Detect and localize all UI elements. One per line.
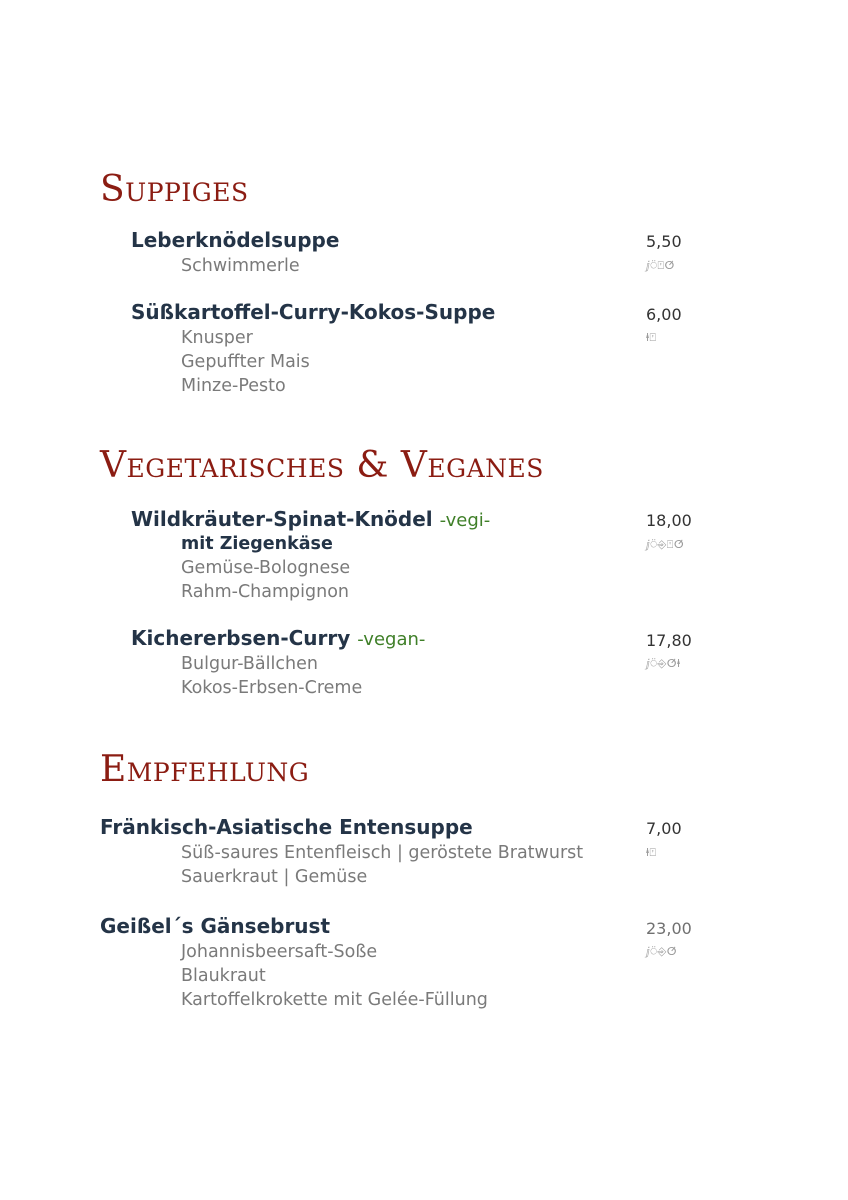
dish-description-line: Schwimmerle [181, 256, 300, 276]
dish-name-line [131, 507, 490, 532]
dish-description-line: Minze-Pesto [181, 376, 286, 396]
diet-tag: -vegi- [439, 510, 491, 531]
dish-description-line: Johannisbeersaft-Soße [181, 942, 378, 962]
dish-description-line: Kokos-Erbsen-Creme [181, 678, 363, 698]
dish-price: 6,00 [646, 305, 682, 324]
dish-description-line: Knusper [181, 328, 253, 348]
dish-description-line: Gepuffter Mais [181, 352, 310, 372]
allergen-icons: ⱡ⍞ [646, 846, 657, 859]
dish-highlight-line: mit Ziegenkäse [181, 534, 333, 554]
dish-description-line: Süß-saures Entenfleisch | geröstete Bratwurst [181, 843, 584, 863]
dish-price: 18,00 [646, 511, 692, 530]
dish-description-line: Gemüse-Bolognese [181, 558, 351, 578]
dish-name: Süßkartoffel-Curry-Kokos-Suppe [131, 300, 496, 324]
section-title-vegetarisches-veganes: Vegetarisches & Veganes [100, 445, 544, 486]
dish-name: Leberknödelsuppe [131, 228, 340, 252]
section-title-suppiges: Suppiges [100, 169, 249, 210]
dish-price: 5,50 [646, 232, 682, 251]
section-title-empfehlung: Empfehlung [100, 749, 310, 790]
dish-name: Geißel´s Gänsebrust [100, 914, 331, 938]
allergen-icons: ⱡ⍞ [646, 331, 657, 344]
diet-tag: -vegan- [357, 629, 426, 650]
allergen-icons: ⅉ⍥⎆⍞ⵚ [646, 538, 685, 551]
dish-name: Wildkräuter-Spinat-Knödel [131, 507, 433, 531]
dish-name-line [131, 626, 425, 651]
dish-description-line: Rahm-Champignon [181, 582, 350, 602]
dish-price: 23,00 [646, 919, 692, 938]
dish-price: 17,80 [646, 631, 692, 650]
allergen-icons: ⅉ⍥⎆ⵚ [646, 945, 678, 958]
allergen-icons: ⅉ⍥⍞ⵚ [646, 259, 675, 272]
dish-name: Kichererbsen-Curry [131, 626, 351, 650]
dish-description-line: Bulgur-Bällchen [181, 654, 318, 674]
dish-price: 7,00 [646, 819, 682, 838]
dish-description-line: Sauerkraut | Gemüse [181, 867, 368, 887]
dish-name: Fränkisch-Asiatische Entensuppe [100, 815, 473, 839]
dish-description-line: Kartoffelkrokette mit Gelée-Füllung [181, 990, 488, 1010]
dish-description-line: Blaukraut [181, 966, 266, 986]
allergen-icons: ⅉ⍥⎆ⵚⱡ [646, 657, 681, 670]
